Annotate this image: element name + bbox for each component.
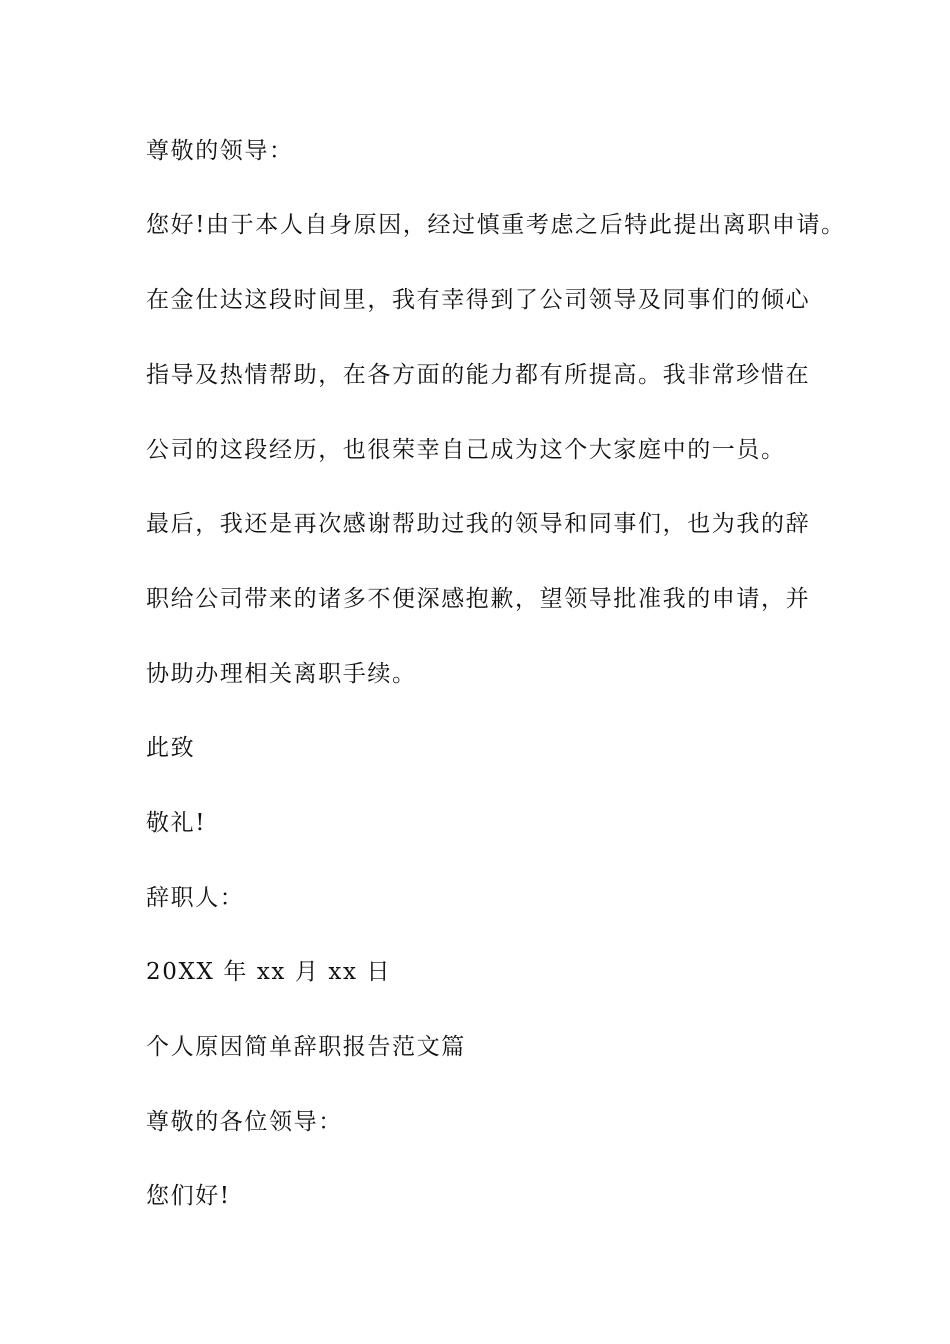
salutation: 尊敬的领导： <box>146 138 294 164</box>
greeting-line: 您们好! <box>146 1183 231 1209</box>
body-line: 职给公司带来的诸多不便深感抱歉，望领导批准我的申请，并 <box>146 586 811 612</box>
body-line: 指导及热情帮助，在各方面的能力都有所提高。我非常珍惜在 <box>146 362 811 388</box>
body-line: 公司的这段经历，也很荣幸自己成为这个大家庭中的一员。 <box>146 437 786 463</box>
signature-label: 辞职人： <box>146 885 245 911</box>
section-title: 个人原因简单辞职报告范文篇 <box>146 1034 466 1060</box>
closing-regards: 敬礼! <box>146 810 207 836</box>
body-line: 在金仕达这段时间里，我有幸得到了公司领导及同事们的倾心 <box>146 287 811 313</box>
closing-line: 此致 <box>146 735 196 761</box>
date-line: 20XX 年 xx 月 xx 日 <box>146 959 392 985</box>
salutation: 尊敬的各位领导： <box>146 1109 343 1135</box>
body-line: 协助办理相关离职手续。 <box>146 661 417 687</box>
body-line: 最后，我还是再次感谢帮助过我的领导和同事们，也为我的辞 <box>146 511 811 537</box>
body-line: 您好!由于本人自身原因，经过慎重考虑之后特此提出离职申请。 <box>146 212 846 238</box>
